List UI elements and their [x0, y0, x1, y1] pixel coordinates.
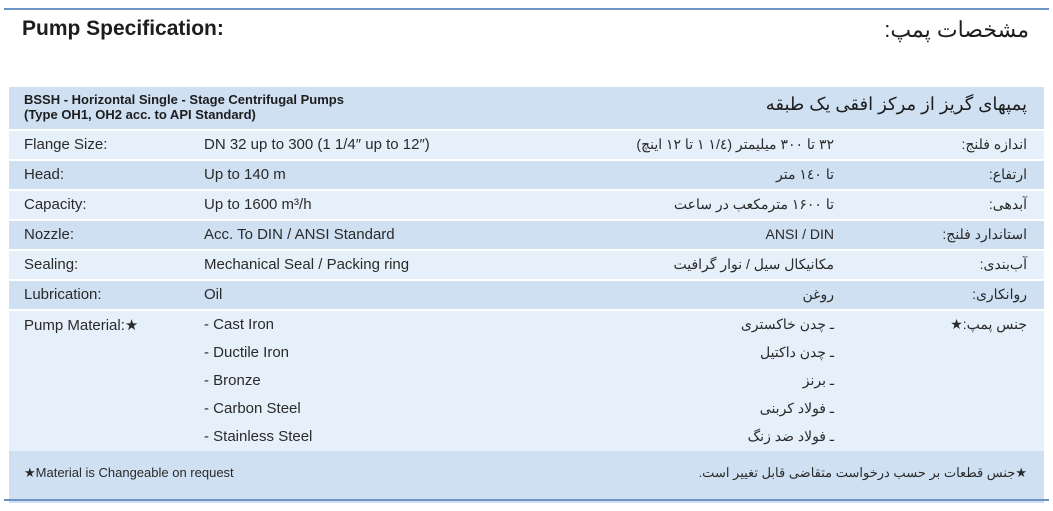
row-value: Up to 140 m — [204, 166, 286, 183]
material-row — [9, 311, 1044, 339]
table-row-sealing — [9, 251, 1044, 279]
material-row — [9, 339, 1044, 367]
header-line-2: (Type OH1, OH2 acc. to API Standard) — [24, 107, 256, 122]
title-english: Pump Specification: — [22, 17, 224, 40]
row-label: Flange Size: — [24, 136, 108, 153]
bottom-rule — [4, 499, 1049, 501]
material-label: Pump Material:★ — [24, 317, 139, 334]
material-item-fa: ـ برنز — [802, 372, 834, 388]
material-item: - Bronze — [204, 372, 261, 389]
material-row — [9, 395, 1044, 423]
row-label: Lubrication: — [24, 286, 102, 303]
row-value: Oil — [204, 286, 223, 303]
footnote-persian: ★جنس قطعات بر حسب درخواست متقاضی قابل تغییر است. — [698, 465, 1027, 480]
row-value-fa: ANSI / DIN — [765, 226, 834, 242]
title-persian: مشخصات پمپ: — [884, 17, 1029, 42]
row-value-fa: روغن — [802, 286, 834, 302]
row-value: Up to 1600 m³/h — [204, 196, 312, 213]
material-item: - Ductile Iron — [204, 344, 290, 361]
material-item-fa: ـ فولاد کربنی — [759, 400, 834, 416]
material-item: - Cast Iron — [204, 316, 275, 333]
row-label-fa: اندازه فلنج: — [961, 136, 1027, 152]
row-label: Capacity: — [24, 196, 87, 213]
header-persian: پمپهای گریز از مرکز افقی یک طبقه — [765, 94, 1027, 114]
row-label-fa: ارتفاع: — [988, 166, 1027, 182]
spec-table — [9, 87, 1044, 503]
row-value-fa: مکانیکال سیل / نوار گرافیت — [673, 256, 834, 272]
material-item-fa: ـ فولاد ضد زنگ — [747, 428, 834, 444]
row-label-fa: آب‌بندی: — [979, 256, 1027, 272]
row-label: Nozzle: — [24, 226, 75, 243]
row-value-fa: تا ۱٤۰ متر — [776, 166, 834, 182]
top-rule — [4, 8, 1049, 10]
row-label-fa: روانکاری: — [972, 286, 1027, 302]
material-row — [9, 423, 1044, 451]
row-label: Head: — [24, 166, 65, 183]
row-label: Sealing: — [24, 256, 79, 273]
header-line-1: BSSH - Horizontal Single - Stage Centrifugal Pumps — [24, 92, 344, 107]
material-block — [9, 311, 1044, 451]
row-value: Acc. To DIN / ANSI Standard — [204, 226, 395, 243]
row-label-fa: آبدهی: — [988, 196, 1027, 212]
table-row-nozzle — [9, 221, 1044, 249]
material-label-fa: جنس پمپ:★ — [950, 316, 1027, 332]
footnote-english: ★Material is Changeable on request — [24, 465, 234, 480]
table-footer — [9, 451, 1044, 503]
table-header — [9, 87, 1044, 129]
table-row-lubrication — [9, 281, 1044, 309]
material-item: - Carbon Steel — [204, 400, 301, 417]
material-item-fa: ـ چدن داکتیل — [759, 344, 834, 360]
table-row-head — [9, 161, 1044, 189]
material-item-fa: ـ چدن خاکستری — [740, 316, 834, 332]
row-label-fa: استاندارد فلنج: — [942, 226, 1027, 242]
row-value: DN 32 up to 300 (1 1/4″ up to 12″) — [204, 136, 430, 153]
row-value-fa: تا ۱۶۰۰ مترمکعب در ساعت — [673, 196, 834, 212]
table-row-capacity — [9, 191, 1044, 219]
material-row — [9, 367, 1044, 395]
header-english — [24, 92, 344, 122]
row-value: Mechanical Seal / Packing ring — [204, 256, 410, 273]
row-value-fa: ۳۲ تا ۳۰۰ میلیمتر (۱/٤ ۱ تا ۱۲ اینچ) — [636, 136, 834, 152]
material-item: - Stainless Steel — [204, 428, 313, 445]
table-row-flange — [9, 131, 1044, 159]
